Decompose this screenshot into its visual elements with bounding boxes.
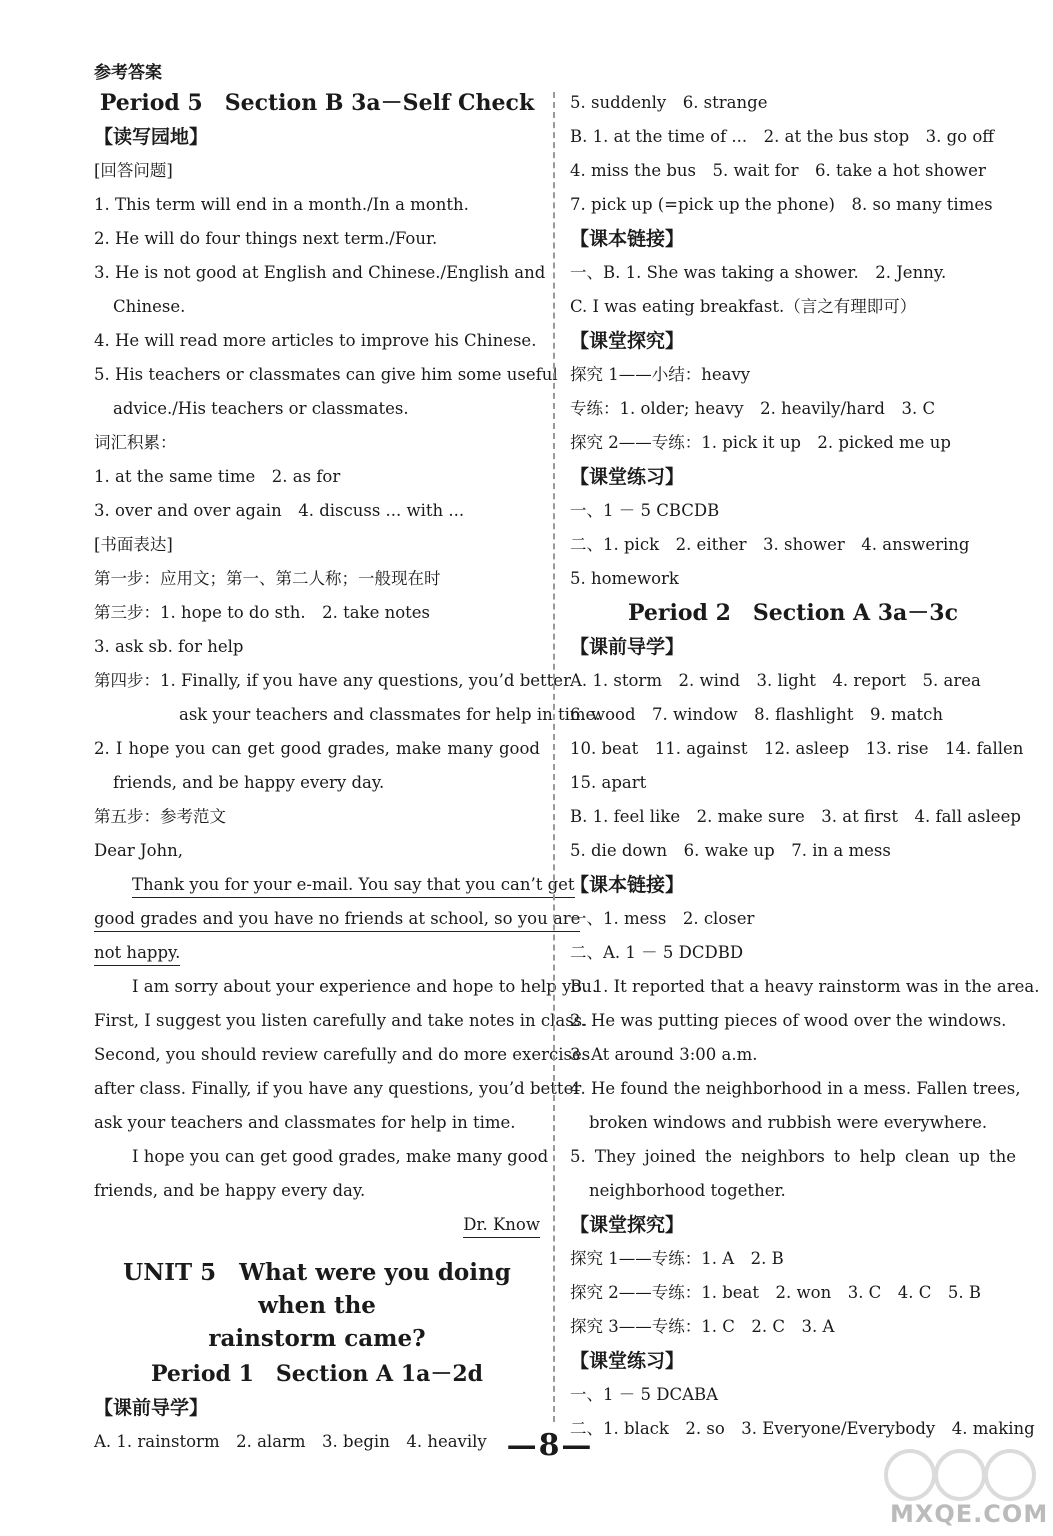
letter-salutation: Dear John, — [94, 841, 184, 860]
letter-line — [94, 902, 581, 936]
answer-line: C. I was eating breakfast.（言之有理即可） — [570, 297, 917, 316]
answer-line: 5. die down 6. wake up 7. in a mess — [570, 841, 891, 860]
answer-line: 3. over and over again 4. discuss ... with ... — [94, 501, 465, 520]
letter-line: First, I suggest you listen carefully and take notes in class. — [94, 1011, 588, 1030]
right-column — [570, 86, 1040, 1446]
answer-line: 2. He was putting pieces of wood over the windows. — [570, 1011, 1007, 1030]
answer-line: 探究 1——专练：1. A 2. B — [570, 1249, 784, 1268]
answer-line: 第四步：1. Finally, if you have any questions, you’d better — [94, 671, 571, 690]
answer-line: 2. I hope you can get good grades, make many good — [94, 739, 540, 758]
answer-line: ask your teachers and classmates for help in time. — [179, 705, 601, 724]
answer-line: 第五步：参考范文 — [94, 807, 226, 826]
left-column — [94, 86, 601, 1459]
letter-line: ask your teachers and classmates for help in time. — [94, 1113, 516, 1132]
answer-line: 7. pick up (=pick up the phone) 8. so many times — [570, 195, 993, 214]
unit-title — [94, 1256, 540, 1355]
letter-line: after class. Finally, if you have any questions, you’d better — [94, 1079, 582, 1098]
answer-line: 5. homework — [570, 569, 679, 588]
unit-title-line: rainstorm came? — [208, 1325, 426, 1352]
answer-line: 二、A. 1 － 5 DCDBD — [570, 943, 744, 962]
answer-line: 5. suddenly 6. strange — [570, 93, 768, 112]
underlined-text: Thank you for your e-mail. You say that you can’t get — [132, 875, 575, 898]
answer-line: 5. They joined the neighbors to help clean up the — [570, 1147, 1016, 1166]
section-heading: 【课堂探究】 — [570, 330, 685, 352]
answer-line: 4. He found the neighborhood in a mess. Fallen trees, — [570, 1079, 1021, 1098]
answer-line: 一、B. 1. She was taking a shower. 2. Jenny. — [570, 263, 947, 282]
answer-line: 专练：1. older; heavy 2. heavily/hard 3. C — [570, 399, 936, 418]
answer-line: 3. At around 3:00 a.m. — [570, 1045, 758, 1064]
period5-title: Period 5 Section B 3a－Self Check — [99, 90, 535, 116]
answer-line: neighborhood together. — [589, 1181, 786, 1200]
answer-line: 1. This term will end in a month./In a month. — [94, 195, 469, 214]
answer-line: Chinese. — [113, 297, 186, 316]
page-header: 参考答案 — [94, 63, 162, 83]
section-heading: 【课堂探究】 — [570, 1214, 685, 1236]
letter-signature — [94, 1208, 540, 1242]
answer-line: advice./His teachers or classmates. — [113, 399, 409, 418]
answer-line: 4. miss the bus 5. wait for 6. take a hot shower — [570, 161, 986, 180]
letter-line — [94, 868, 575, 902]
answer-line: A. 1. rainstorm 2. alarm 3. begin 4. heavily — [94, 1432, 487, 1451]
section-heading: 【课本链接】 — [570, 874, 685, 896]
letter-line: Second, you should review carefully and do more exercises — [94, 1045, 591, 1064]
letter-line: friends, and be happy every day. — [94, 1181, 366, 1200]
answer-line: 1. at the same time 2. as for — [94, 467, 341, 486]
answer-line: 15. apart — [570, 773, 647, 792]
answer-line: B. 1. feel like 2. make sure 3. at first 4. fall asleep — [570, 807, 1021, 826]
section-heading: 【课前导学】 — [94, 1397, 209, 1419]
answer-line: 一、1 － 5 DCABA — [570, 1385, 719, 1404]
answer-line: 第一步：应用文；第一、第二人称；一般现在时 — [94, 569, 441, 588]
answer-line: 第三步：1. hope to do sth. 2. take notes — [94, 603, 431, 622]
subsection-heading: [书面表达] — [94, 535, 173, 554]
answer-line: 一、1. mess 2. closer — [570, 909, 755, 928]
answer-line: 二、1. black 2. so 3. Everyone/Everybody 4. making — [570, 1419, 1035, 1438]
section-heading: 【课堂练习】 — [570, 1350, 685, 1372]
answer-line: A. 1. storm 2. wind 3. light 4. report 5. area — [570, 671, 981, 690]
answer-line: 10. beat 11. against 12. asleep 13. rise 14. fallen — [570, 739, 1024, 758]
subsection-heading: [回答问题] — [94, 161, 173, 180]
answer-line: 一、1 － 5 CBCDB — [570, 501, 720, 520]
section-heading: 【课前导学】 — [570, 636, 685, 658]
period2-title: Period 2 Section A 3a－3c — [627, 600, 959, 626]
vocab-heading: 词汇积累： — [94, 433, 177, 452]
watermark-text: MXQE.COM — [890, 1500, 1049, 1528]
underlined-text: Dr. Know — [463, 1215, 540, 1238]
letter-line — [94, 936, 540, 970]
unit-title-line: UNIT 5 What were you doing when the — [123, 1259, 511, 1319]
letter-line: I am sorry about your experience and hope to help you. — [132, 977, 598, 996]
answer-line: 二、1. pick 2. either 3. shower 4. answering — [570, 535, 970, 554]
answer-line: B. 1. at the time of ... 2. at the bus stop 3. go off — [570, 127, 995, 146]
underlined-text: not happy. — [94, 943, 180, 966]
period1-title: Period 1 Section A 1a－2d — [150, 1361, 484, 1387]
answer-line: 2. He will do four things next term./Four. — [94, 229, 438, 248]
answer-line: 5. His teachers or classmates can give him some useful — [94, 365, 558, 384]
answer-line: broken windows and rubbish were everywhere. — [589, 1113, 988, 1132]
answer-line: 探究 1——小结：heavy — [570, 365, 751, 384]
answer-line: 探究 3——专练：1. C 2. C 3. A — [570, 1317, 835, 1336]
answer-line: 6. wood 7. window 8. flashlight 9. match — [570, 705, 943, 724]
section-heading: 【课本链接】 — [570, 228, 685, 250]
page-number: —8— — [506, 1428, 594, 1463]
answer-line: friends, and be happy every day. — [113, 773, 385, 792]
answer-line: 探究 2——专练：1. pick it up 2. picked me up — [570, 433, 951, 452]
answer-line: 3. He is not good at English and Chinese./English and — [94, 263, 546, 282]
answer-line: 3. ask sb. for help — [94, 637, 244, 656]
underlined-text: good grades and you have no friends at school, so you are — [94, 909, 580, 932]
answer-line: 探究 2——专练：1. beat 2. won 3. C 4. C 5. B — [570, 1283, 982, 1302]
section-heading: 【课堂练习】 — [570, 466, 685, 488]
column-divider — [553, 92, 555, 1422]
section-heading: 【读写园地】 — [94, 126, 209, 148]
letter-line: I hope you can get good grades, make many good — [132, 1147, 549, 1166]
answer-line: 4. He will read more articles to improve his Chinese. — [94, 331, 537, 350]
answer-line: B. 1. It reported that a heavy rainstorm was in the area. — [570, 977, 1040, 996]
